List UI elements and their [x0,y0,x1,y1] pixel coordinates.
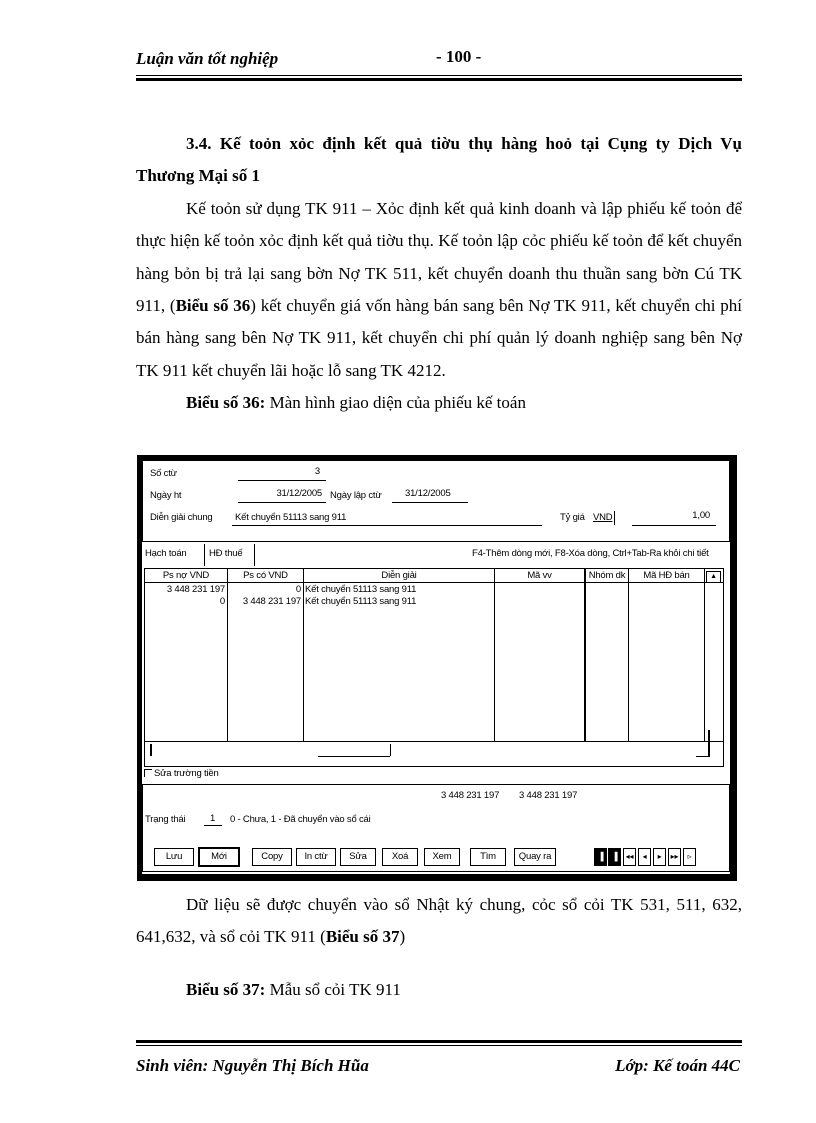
last-record-icon[interactable]: ▹ [683,848,696,866]
page-header [136,47,742,71]
col-ma-hd-ban: Mã HĐ bán [643,570,690,581]
ref-bieu-37: Biểu số 37 [325,927,400,947]
footer-class: Lớp: Kế toán 44C [615,1056,740,1075]
section-body [136,128,742,420]
header-group [142,460,730,542]
row-1-debit: 3 448 231 197 [166,584,225,595]
first-record-icon[interactable]: ▐ [594,848,607,866]
fast-forward-icon[interactable]: ▸▸ [668,848,681,866]
v-scroll-down[interactable] [708,730,710,756]
caption-36-label: Biểu số 36: [186,393,266,413]
col-ps-no: Ps nợ VND [162,570,210,581]
status-label: Trạng thái [145,814,186,825]
so-ctu-value[interactable]: 3 [314,466,320,477]
status-desc: 0 - Chưa, 1 - Đã chuyển vào sổ cái [230,814,371,825]
find-button[interactable]: Tìm [470,848,506,866]
paragraph-2b: ) [399,927,406,947]
status-value[interactable]: 1 [210,813,216,824]
copy-button[interactable]: Copy [252,848,292,866]
dien-giai-label: Diễn giải chung [150,512,213,523]
edit-amount-label: Sửa trường tiền [154,768,219,779]
shortcut-hint: F4-Thêm dòng mới, F8-Xóa dòng, Ctrl+Tab-Ra khỏi chi tiết [472,548,709,559]
voucher-window [142,460,730,874]
currency-field[interactable]: VND [593,512,613,523]
caption-37-label: Biểu số 37: [186,980,266,999]
view-button[interactable]: Xem [424,848,460,866]
col-ma-vv: Mã vv [527,570,552,581]
caption-37-text: Mẫu sổ cỏi TK 911 [265,980,401,999]
voucher-screenshot [137,455,737,881]
ty-gia-label: Tỷ giá [560,512,585,523]
scroll-up-arrow[interactable]: ▲ [706,571,721,583]
edit-amount-checkbox[interactable] [144,769,152,777]
print-voucher-button[interactable]: In ctừ [296,848,336,866]
paragraph-2a: Dữ liệu sẽ được chuyển vào sổ Nhật ký chung, cỏc sổ cỏi TK 531, 511, 632, 641,632, và sổ cỏi TK 911 ( [136,895,742,947]
so-ctu-label: Số ctừ [150,468,177,479]
ref-bieu-36: Biểu số 36 [175,296,251,316]
save-button[interactable]: Lưu [154,848,194,866]
ngay-lap-label: Ngày lập ctừ [330,490,382,501]
ngay-lap-value[interactable]: 31/12/2005 [405,488,451,499]
delete-button[interactable]: Xoá [382,848,418,866]
ty-gia-value[interactable]: 1,00 [692,510,710,521]
h-scroll-thumb[interactable] [318,756,390,757]
caption-36-text: Màn hình giao diện của phiếu kế toán [265,393,526,413]
tab-hd-thue[interactable]: HĐ thuế [209,548,243,559]
paragraph-1b: ) kết chuyển giá vốn hàng bán sang bên Nợ TK 911, kết chuyển chi phí bán hàng sang bên Nợ TK 911, kết chuyển chi phí quản lý doanh nghiệp sang bên Nợ TK 911 kết chuyển lãi hoặc lỗ sang TK 4212. [136,296,742,380]
total-credit: 3 448 231 197 [519,790,578,801]
prev-icon[interactable]: ◂ [638,848,651,866]
rewind-icon[interactable]: ◂◂ [623,848,636,866]
row-2-desc: Kết chuyển 51113 sang 911 [305,596,417,607]
col-ps-co: Ps có VND [243,570,288,581]
row-1-desc: Kết chuyển 51113 sang 911 [305,584,417,595]
ngay-ht-label: Ngày ht [150,490,182,501]
list-icon[interactable]: ▐ [608,848,621,866]
header-title: Luận văn tốt nghiệp [136,49,279,68]
next-icon[interactable]: ▸ [653,848,666,866]
total-debit: 3 448 231 197 [441,790,500,801]
section-body-2 [136,889,742,954]
tab-hach-toan[interactable]: Hạch toán [145,548,187,559]
dien-giai-value[interactable]: Kết chuyển 51113 sang 911 [235,512,347,523]
section-heading: 3.4. Kế toỏn xỏc định kết quả tiờu thụ hàng hoỏ tại Cụng ty Dịch Vụ Thương Mại số 1 [136,134,742,186]
row-2-debit: 0 [219,596,225,607]
row-1-credit: 0 [295,584,301,595]
header-rule-thick [136,78,742,81]
footer-rule-thin [136,1045,742,1046]
new-button[interactable]: Mới [198,847,240,867]
page-number: - 100 - [436,47,482,66]
caption-37 [136,974,742,1006]
header-rule-thin [136,75,742,76]
col-dien-giai: Diễn giải [381,570,417,581]
edit-button[interactable]: Sửa [340,848,376,866]
ngay-ht-value[interactable]: 31/12/2005 [276,488,322,499]
exit-button[interactable]: Quay ra [514,848,556,866]
paragraph-1a: Kế toỏn sử dụng TK 911 – Xỏc định kết quả kinh doanh và lập phiếu kế toỏn để thực hiện kế toỏn xỏc định kết quả tiờu thụ. Kế toỏn lập cỏc phiếu kế toỏn để kết chuyển hàng bỏn bị trả lại sang bờn Nợ TK 511, kết chuyển doanh thu thuần sang bờn Cú TK 911, ( [136,198,742,316]
row-2-credit: 3 448 231 197 [242,596,301,607]
col-nhom-dk: Nhóm dk [588,570,626,581]
footer-rule-thick [136,1040,742,1043]
footer-student: Sinh viên: Nguyễn Thị Bích Hũa [136,1056,369,1075]
page-footer [136,1056,742,1078]
h-scroll-left[interactable] [150,744,152,756]
